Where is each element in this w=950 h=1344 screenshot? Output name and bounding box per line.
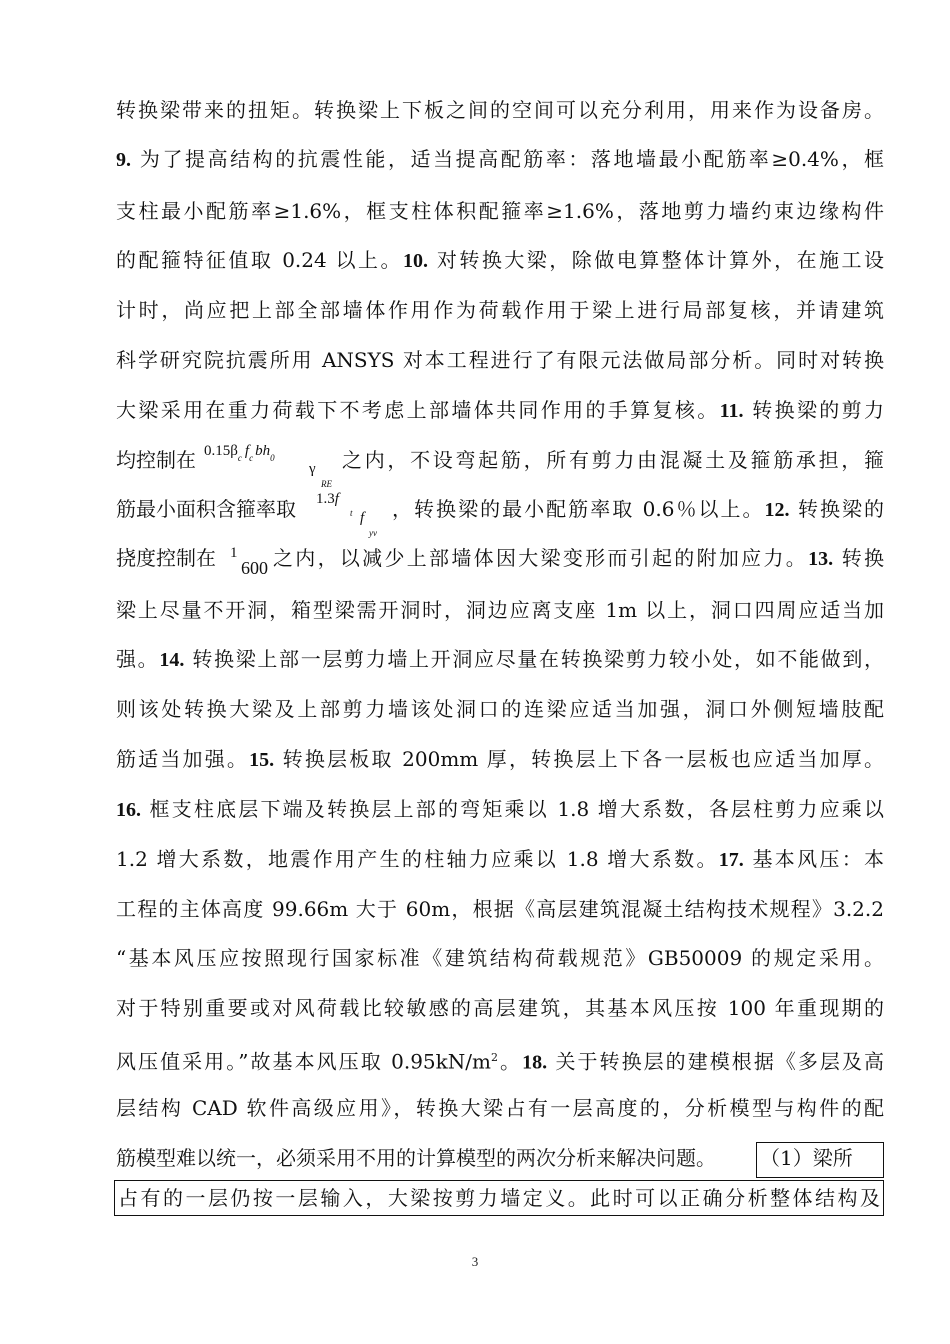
clause-number: 14. (159, 649, 185, 671)
text-line: 风压值采用。”故基本风压取 $0.95kN/m^2$。18. 关于转换层的建模根据《多层及高 (116, 1049, 884, 1072)
text-line: （1）梁所 (760, 1146, 853, 1170)
text-line: 筋适当加强。15. 转换层板取 200mm 厚，转换层上下各一层板也应适当加厚。 (116, 747, 884, 771)
text-line: “基本风压应按照现行国家标准《建筑结构荷载规范》GB50009 的规定采用。 (116, 946, 884, 970)
clause-number: 9. (116, 149, 131, 171)
text-line: 筋模型难以统一，必须采用不用的计算模型的两次分析来解决问题。 (116, 1146, 716, 1170)
text-line: 筋最小面积含箍率取 (116, 497, 296, 521)
text-line: 均控制在 (116, 448, 196, 472)
clause-number: 15. (249, 749, 275, 771)
text-line: 1.2 增大系数，地震作用产生的柱轴力应乘以 1.8 增大系数。17. 基本风压：本 (116, 847, 884, 871)
page-number: 3 (471, 1254, 479, 1269)
text-line: 挠度控制在 (116, 546, 216, 570)
clause-number: 16. (116, 799, 141, 821)
stirrup-ratio-formula: 1.3f (316, 491, 339, 507)
ft-subscript: t (350, 508, 353, 518)
text-line: 对于特别重要或对风荷载比较敏感的高层建筑，其基本风压按 100 年重现期的 (116, 996, 884, 1020)
text-line: 转换梁带来的扭矩。转换梁上下板之间的空间可以充分利用，用来作为设备房。 (116, 98, 884, 122)
text-line: 计时，尚应把上部全部墙体作用作为荷载作用于梁上进行局部复核，并请建筑 (116, 298, 884, 322)
text-line: 9. 为了提高结构的抗震性能，适当提高配筋率：落地墙最小配筋率≥0.4%，框 (116, 147, 884, 171)
text-line: 科学研究院抗震所用 ANSYS 对本工程进行了有限元法做局部分析。同时对转换 (116, 348, 884, 372)
text-line: 的配箍特征值取 0.24 以上。10. 对转换大梁，除做电算整体计算外，在施工设 (116, 248, 884, 272)
text-line: 之内，以减少上部墙体因大梁变形而引起的附加应力。13. 转换 (273, 546, 884, 570)
text-line: 则该处转换大梁及上部剪力墙该处洞口的连梁应适当加强，洞口外侧短墙肢配 (116, 697, 884, 721)
clause-number: 17. (718, 849, 744, 871)
text-line: 之内，不设弯起筋，所有剪力由混凝土及箍筋承担，箍 (342, 448, 884, 472)
clause-number: 13. (808, 548, 834, 570)
clause-number: 10. (403, 250, 429, 272)
fyv-symbol: f (360, 510, 365, 526)
clause-number: 12. (764, 499, 790, 521)
clause-number: 18. (522, 1051, 548, 1072)
text-line: ，转换梁的最小配筋率取 0.6％以上。12. 转换梁的 (392, 497, 884, 521)
text-line: 强。14. 转换梁上部一层剪力墙上开洞应尽量在转换梁剪力较小处，如不能做到， (116, 647, 884, 671)
text-line: 工程的主体高度 99.66m 大于 60m，根据《高层建筑混凝土结构技术规程》3.2.2 (116, 897, 884, 921)
gamma-symbol: γ (309, 461, 316, 477)
text-line: 大梁采用在重力荷载下不考虑上部墙体共同作用的手算复核。11. 转换梁的剪力 (116, 398, 884, 422)
fyv-subscript: yv (369, 528, 377, 538)
shear-limit-formula: $0.15\beta_c$ $f_c$ $bh_0$ (204, 443, 275, 463)
text-line: 占有的一层仍按一层输入，大梁按剪力墙定义。此时可以正确分析整体结构及 (118, 1186, 880, 1210)
text-line: 16. 框支柱底层下端及转换层上部的弯矩乘以 1.8 增大系数，各层柱剪力应乘以 (116, 797, 884, 821)
text-line: 支柱最小配筋率≥1.6%，框支柱体积配箍率≥1.6%，落地剪力墙约束边缘构件 (116, 199, 884, 223)
text-line: 梁上尽量不开洞，箱型梁需开洞时，洞边应离支座 1m 以上，洞口四周应适当加 (116, 598, 884, 622)
gamma-subscript: RE (321, 479, 332, 489)
clause-number: 11. (719, 400, 744, 422)
deflection-numerator: 1 (230, 545, 238, 561)
deflection-denominator: 600 (241, 558, 268, 578)
text-line: 层结构 CAD 软件高级应用》，转换大梁占有一层高度的，分析模型与构件的配 (116, 1096, 884, 1120)
